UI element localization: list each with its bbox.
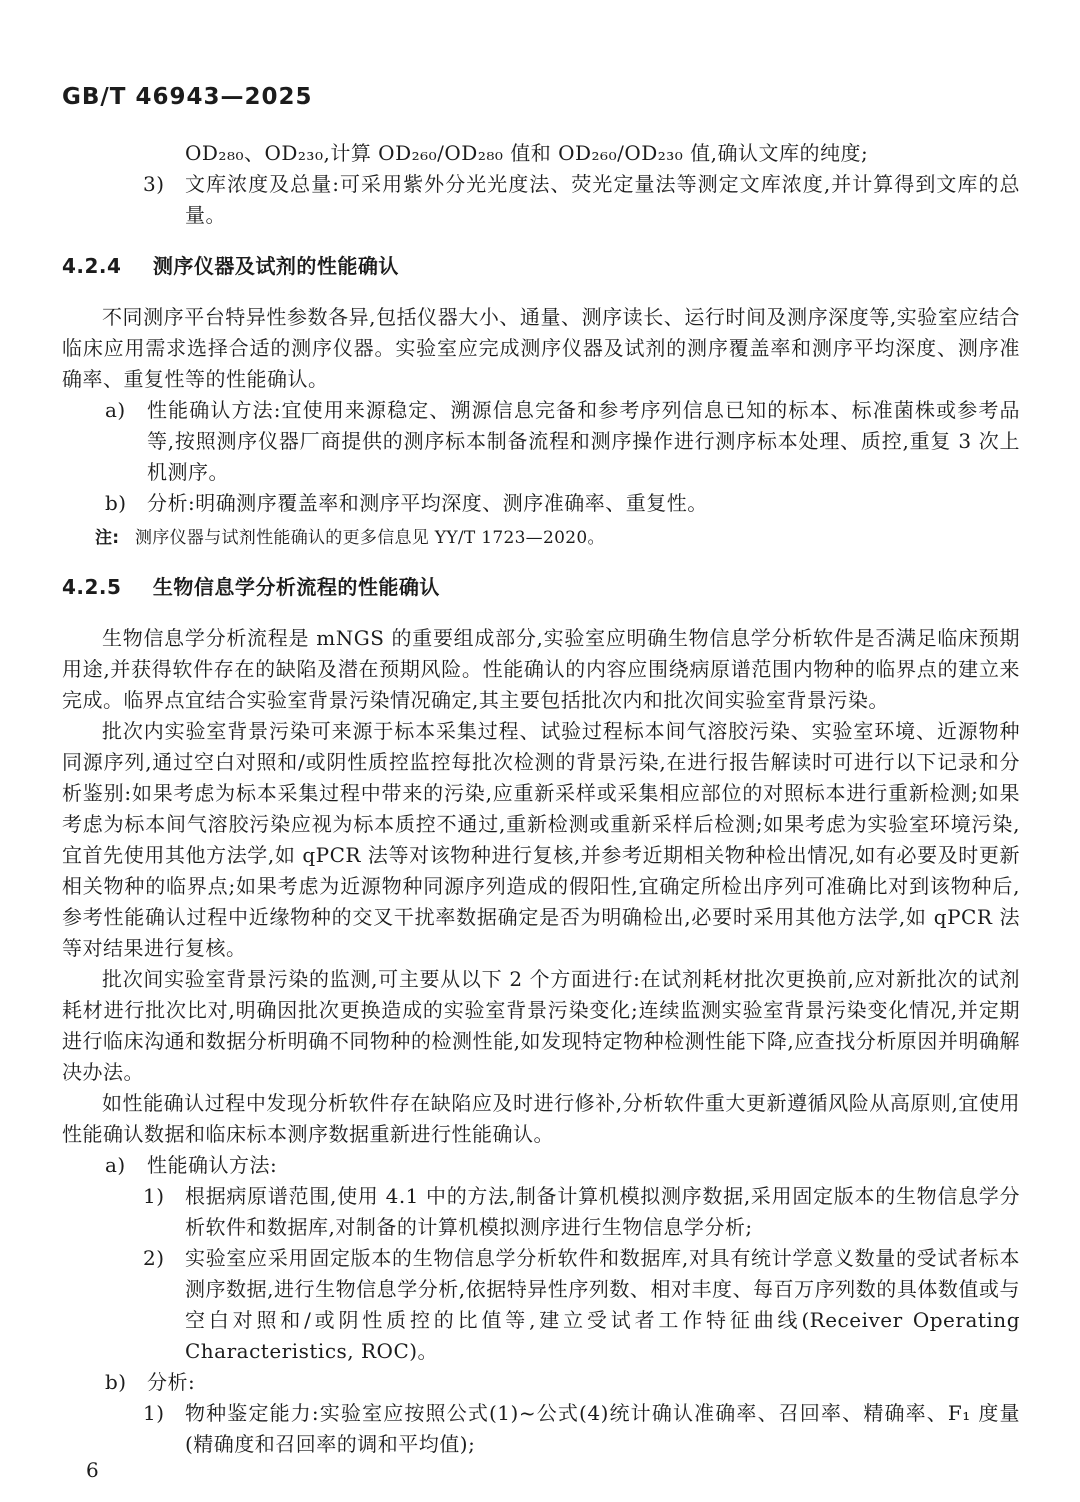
note-label: 注: bbox=[95, 528, 120, 548]
carryover-line: OD₂₈₀、OD₂₃₀,计算 OD₂₆₀/OD₂₈₀ 值和 OD₂₆₀/OD₂₃₀ 值,确认文库的纯度; bbox=[185, 141, 869, 165]
list-item-3 bbox=[62, 169, 1020, 231]
list-marker: b) bbox=[105, 491, 127, 515]
list-item-a bbox=[62, 1150, 1020, 1181]
list-item-text: 分析: bbox=[147, 1370, 196, 1394]
list-item-text: 性能确认方法: bbox=[147, 1153, 278, 1177]
note bbox=[62, 524, 1020, 552]
list-marker: 1) bbox=[143, 1184, 165, 1208]
section-number: 4.2.4 bbox=[62, 254, 122, 278]
paragraph: 批次内实验室背景污染可来源于标本采集过程、试验过程标本间气溶胶污染、实验室环境、近源物种同源序列,通过空白对照和/或阴性质控监控每批次检测的背景污染,在进行报告解读时可进行以下记录和分析鉴别:如果考虑为标本采集过程中带来的污染,应重新采样或采集相应部位的对照标本进行重新检测;如果考虑为标本间气溶胶污染应视为标本质控不通过,重新检测或重新采样后检测;如果考虑为实验室环境污染,宜首先使用其他方法学,如 qPCR 法等对该物种进行复核,并参考近期相关物种检出情况,如有必要及时更新相关物种的临界点;如果考虑为近源物种同源序列造成的假阳性,宜确定所检出序列可准确比对到该物种后,参考性能确认过程中近缘物种的交叉干扰率数据确定是否为明确检出,必要时采用其他方法学,如 qPCR 法等对结果进行复核。 bbox=[62, 719, 1020, 960]
page-number: 6 bbox=[86, 1458, 99, 1482]
list-item-text: 文库浓度及总量:可采用紫外分光光度法、荧光定量法等测定文库浓度,并计算得到文库的总量。 bbox=[185, 172, 1020, 227]
section-number: 4.2.5 bbox=[62, 575, 122, 599]
list-item-text: 根据病原谱范围,使用 4.1 中的方法,制备计算机模拟测序数据,采用固定版本的生物信息学分析软件和数据库,对制备的计算机模拟测序进行生物信息学分析; bbox=[185, 1184, 1020, 1239]
list-item-text: 实验室应采用固定版本的生物信息学分析软件和数据库,对具有统计学意义数量的受试者标本测序数据,进行生物信息学分析,依据特异性序列数、相对丰度、每百万序列数的具体数值或与空白对照和/或阴性质控的比值等,建立受试者工作特征曲线(Receiver Operating Characteristics, ROC)。 bbox=[185, 1246, 1020, 1363]
paragraph: 生物信息学分析流程是 mNGS 的重要组成部分,实验室应明确生物信息学分析软件是否满足临床预期用途,并获得软件存在的缺陷及潜在预期风险。性能确认的内容应围绕病原谱范围内物种的临界点的建立来完成。临界点宜结合实验室背景污染情况确定,其主要包括批次内和批次间实验室背景污染。 bbox=[62, 626, 1020, 712]
list-marker: 3) bbox=[143, 172, 165, 196]
list-marker: b) bbox=[105, 1370, 127, 1394]
standard-number: GB/T 46943—2025 bbox=[62, 84, 313, 110]
paragraph: 如性能确认过程中发现分析软件存在缺陷应及时进行修补,分析软件重大更新遵循风险从高原则,宜使用性能确认数据和临床标本测序数据重新进行性能确认。 bbox=[62, 1091, 1020, 1146]
list-marker: 2) bbox=[143, 1246, 165, 1270]
section-heading-4-2-5 bbox=[62, 572, 1020, 603]
list-subitem-2 bbox=[62, 1243, 1020, 1367]
list-subitem-1 bbox=[62, 1181, 1020, 1243]
paragraph: 不同测序平台特异性参数各异,包括仪器大小、通量、测序读长、运行时间及测序深度等,实验室应结合临床应用需求选择合适的测序仪器。实验室应完成测序仪器及试剂的测序覆盖率和测序平均深度、测序准确率、重复性等的性能确认。 bbox=[62, 305, 1020, 391]
list-item-b bbox=[62, 488, 1020, 519]
page-body bbox=[62, 138, 1020, 1460]
list-item-a bbox=[62, 395, 1020, 488]
note-text: 测序仪器与试剂性能确认的更多信息见 YY/T 1723—2020。 bbox=[135, 528, 605, 548]
list-item-text: 性能确认方法:宜使用来源稳定、溯源信息完备和参考序列信息已知的标本、标准菌株或参考品等,按照测序仪器厂商提供的测序标本制备流程和测序操作进行测序标本处理、质控,重复 3 次上机测序。 bbox=[147, 398, 1020, 484]
section-title: 测序仪器及试剂的性能确认 bbox=[152, 254, 399, 278]
list-item-text: 分析:明确测序覆盖率和测序平均深度、测序准确率、重复性。 bbox=[147, 491, 708, 515]
paragraph: 批次间实验室背景污染的监测,可主要从以下 2 个方面进行:在试剂耗材批次更换前,应对新批次的试剂耗材进行批次比对,明确因批次更换造成的实验室背景污染变化;连续监测实验室背景污染变化情况,并定期进行临床沟通和数据分析明确不同物种的检测性能,如发现特定物种检测性能下降,应查找分析原因并明确解决办法。 bbox=[62, 967, 1020, 1084]
list-marker: 1) bbox=[143, 1401, 165, 1425]
list-marker: a) bbox=[105, 1153, 126, 1177]
list-subitem-1 bbox=[62, 1398, 1020, 1460]
section-heading-4-2-4 bbox=[62, 251, 1020, 282]
list-item-text: 物种鉴定能力:实验室应按照公式(1)~公式(4)统计确认准确率、召回率、精确率、F₁ 度量(精确度和召回率的调和平均值); bbox=[185, 1401, 1020, 1456]
list-marker: a) bbox=[105, 398, 126, 422]
list-item-b bbox=[62, 1367, 1020, 1398]
section-title: 生物信息学分析流程的性能确认 bbox=[152, 575, 440, 599]
